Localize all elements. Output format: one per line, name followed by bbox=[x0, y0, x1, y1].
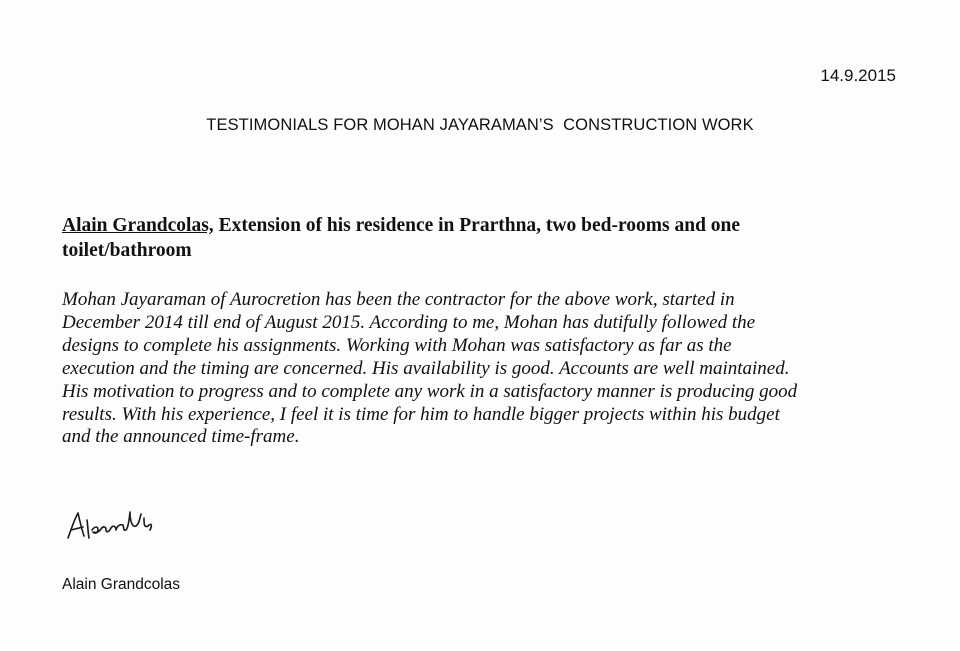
heading-project-description-cont: toilet/bathroom bbox=[62, 240, 192, 261]
document-title-text: TESTIMONIALS FOR MOHAN JAYARAMAN’S CONSTRUCTION WORK bbox=[206, 116, 754, 134]
body-line: His motivation to progress and to complete any work in a satisfactory manner is producing good bbox=[62, 380, 798, 402]
body-line: and the announced time-frame. bbox=[62, 426, 300, 448]
signer-name: Alain Grandcolas bbox=[62, 576, 181, 593]
body-line: designs to complete his assignments. Working with Mohan was satisfactory as far as the bbox=[62, 334, 732, 356]
testimonial-body bbox=[62, 289, 912, 449]
document-title bbox=[0, 116, 960, 135]
testimonial-heading bbox=[62, 213, 862, 263]
body-line: Mohan Jayaraman of Aurocretion has been the contractor for the above work, started in bbox=[62, 289, 735, 310]
heading-project-description: Extension of his residence in Prarthna, two bed-rooms and one bbox=[213, 215, 741, 236]
handwritten-signature bbox=[62, 500, 182, 550]
body-line: December 2014 till end of August 2015. According to me, Mohan has dutifully followed the bbox=[62, 311, 756, 333]
document-date: 14.9.2015 bbox=[820, 66, 896, 85]
body-line: execution and the timing are concerned. His availability is good. Accounts are well maintained. bbox=[62, 357, 790, 379]
body-line: results. With his experience, I feel it is time for him to handle bigger projects within his budget bbox=[62, 403, 780, 425]
heading-author-name: Alain Grandcolas, bbox=[62, 215, 214, 236]
